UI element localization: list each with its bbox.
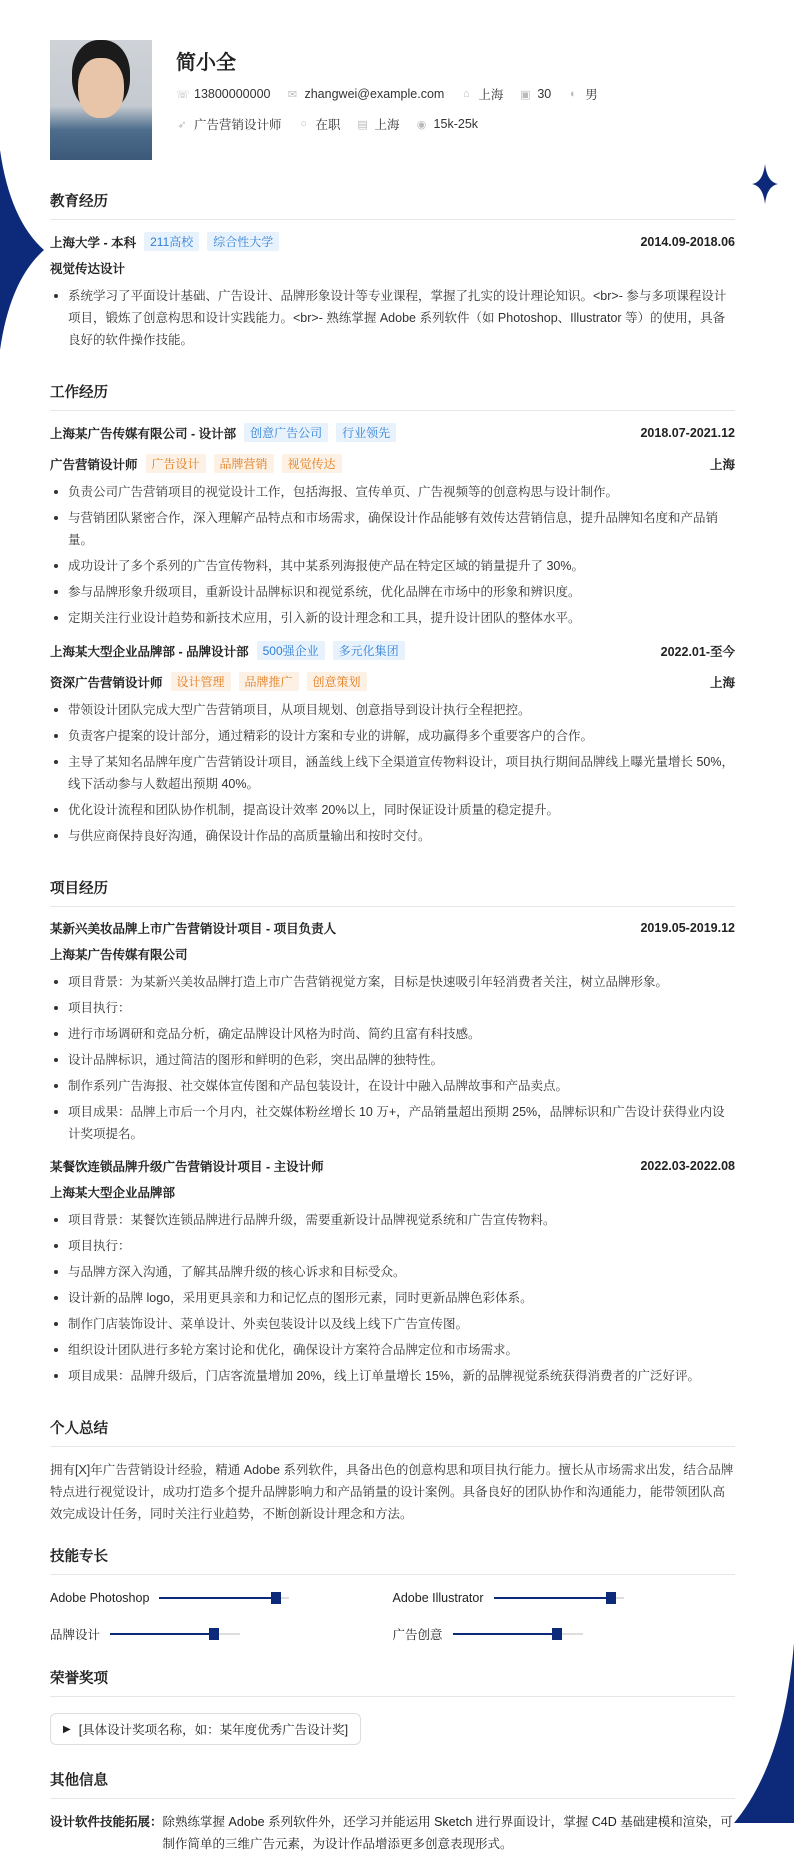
email-icon: ✉ [287, 88, 298, 101]
section-title: 荣誉奖项 [50, 1667, 735, 1697]
project-org: 上海某大型企业品牌部 [50, 1186, 176, 1200]
list-item: 系统学习了平面设计基础、广告设计、品牌形象设计等专业课程，掌握了扎实的设计理论知识。<br>- 参与多项课程设计项目，锻炼了创意构思和设计实践能力。<br>- 熟练掌握 Adobe 系列软件（如 Photoshop、Illustrator 等）的使用，具备良好的软件操作技能。 [50, 285, 735, 351]
list-item: 设计新的品牌 logo，采用更具亲和力和记忆点的图形元素，同时更新品牌色彩体系。 [50, 1287, 735, 1309]
tag: 创意策划 [307, 672, 367, 691]
project-org: 上海某广告传媒有限公司 [50, 948, 188, 962]
date: 2014.09-2018.06 [640, 234, 735, 249]
status-icon: ○ [300, 118, 307, 130]
tag: 行业领先 [336, 423, 396, 442]
age-icon: ▣ [520, 88, 531, 101]
education-section [50, 190, 735, 351]
age: 30 [537, 87, 552, 101]
list-item: 与品牌方深入沟通，了解其品牌升级的核心诉求和目标受众。 [50, 1261, 735, 1283]
list-item: 与营销团队紧密合作，深入理解产品特点和市场需求，确保设计作品能够有效传达营销信息，提升品牌知名度和产品销量。 [50, 507, 735, 551]
skill-level-thumb [209, 1628, 219, 1640]
candidate-name: 简小全 [176, 52, 236, 74]
role: 广告营销设计师 [50, 457, 138, 472]
skill-name: Adobe Photoshop [50, 1591, 150, 1605]
list-item: 带领设计团队完成大型广告营销项目，从项目规划、创意指导到设计执行全程把控。 [50, 699, 735, 721]
tag: 设计管理 [171, 672, 231, 691]
skill-level-slider[interactable] [110, 1633, 240, 1635]
tag: 创意广告公司 [244, 423, 328, 442]
gender: 男 [585, 88, 598, 102]
city: 上海 [709, 675, 735, 690]
tag: 211高校 [144, 232, 199, 251]
skill-level-slider[interactable] [159, 1597, 289, 1599]
resume-header [50, 40, 735, 160]
list-item: 设计品牌标识，通过简洁的图形和鲜明的色彩，突出品牌的独特性。 [50, 1049, 735, 1071]
salary-icon: ◉ [416, 118, 427, 131]
other-section [50, 1769, 735, 1855]
project-header [50, 1157, 735, 1175]
list-item: 项目执行： [50, 1235, 735, 1257]
list-item: 优化设计流程和团队协作机制，提高设计效率 20%以上，同时保证设计质量的稳定提升。 [50, 799, 735, 821]
decorative-curve-left [0, 150, 44, 350]
star-decoration-icon [752, 164, 778, 204]
skill-level-thumb [606, 1592, 616, 1604]
work-section [50, 381, 735, 847]
home-icon: ⌂ [463, 88, 470, 100]
target-city: 上海 [374, 118, 400, 132]
city: 上海 [709, 457, 735, 472]
skill-level-slider[interactable] [453, 1633, 583, 1635]
work-header [50, 641, 735, 660]
avatar [50, 40, 152, 160]
skill-name: 广告创意 [392, 1628, 443, 1642]
section-title: 项目经历 [50, 877, 735, 907]
work-title-group [50, 641, 405, 660]
email: zhangwei@example.com [304, 87, 445, 101]
tag: 视觉传达 [282, 454, 342, 473]
other-text: 除熟练掌握 Adobe 系列软件外，还学习并能运用 Sketch 进行界面设计，掌握 C4D 基础建模和渲染，可制作简单的三维广告元素，为设计作品增添更多创意表现形式。 [162, 1815, 733, 1851]
list-item: 项目执行： [50, 997, 735, 1019]
list-item: 进行市场调研和竞品分析，确定品牌设计风格为时尚、简约且富有科技感。 [50, 1023, 735, 1045]
list-item: 项目成果：品牌上市后一个月内，社交媒体粉丝增长 10 万+，产品销量超出预期 25%，品牌标识和广告设计获得业内设计奖项提名。 [50, 1101, 735, 1145]
awards-section [50, 1667, 735, 1745]
tag: 综合性大学 [207, 232, 279, 251]
section-title: 工作经历 [50, 381, 735, 411]
list-item: 主导了某知名品牌年度广告营销设计项目，涵盖线上线下全渠道宣传物料设计，项目执行期间品牌线上曝光量增长 50%，线下活动参与人数超出预期 40%。 [50, 751, 735, 795]
decorative-curve-bottom-right [734, 1643, 794, 1823]
date: 2022.03-2022.08 [640, 1159, 735, 1173]
list-item: 参与品牌形象升级项目，重新设计品牌标识和视觉系统，优化品牌在市场中的形象和辨识度。 [50, 581, 735, 603]
role-row [50, 454, 735, 473]
phone: 13800000000 [194, 87, 271, 101]
bullet-list [50, 481, 735, 629]
company: 上海某大型企业品牌部 - 品牌设计部 [50, 644, 249, 659]
award-item-toggle[interactable] [50, 1713, 361, 1745]
skill-item [50, 1591, 393, 1605]
other-label: 设计软件技能拓展： [50, 1815, 163, 1829]
summary-section [50, 1417, 735, 1525]
date: 2022.01-至今 [660, 644, 735, 659]
list-item: 项目成果：品牌升级后，门店客流量增加 20%，线上订单量增长 15%，新的品牌视觉系统获得消费者的广泛好评。 [50, 1365, 735, 1387]
work-title-group [50, 423, 396, 442]
list-item: 项目背景：某餐饮连锁品牌进行品牌升级，需要重新设计品牌视觉系统和广告宣传物料。 [50, 1209, 735, 1231]
skill-name: Adobe Illustrator [392, 1591, 484, 1605]
skill-item [393, 1625, 736, 1643]
triangle-right-icon: ▶ [63, 1723, 71, 1735]
building-icon: ▤ [357, 118, 368, 131]
list-item: 负责客户提案的设计部分，通过精彩的设计方案和专业的讲解，成功赢得多个重要客户的合作。 [50, 725, 735, 747]
summary-text: 拥有[X]年广告营销设计经验，精通 Adobe 系列软件，具备出色的创意构思和项目执行能力。擅长从市场需求出发，结合品牌特点进行视觉设计，成功打造多个提升品牌影响力和产品销量的设计案例。具备良好的团队协作和沟通能力，能带领团队高效完成设计任务，同时关注行业趋势，不断创新设计理念和方法。 [50, 1463, 734, 1521]
position: 广告营销设计师 [194, 118, 282, 132]
school: 上海大学 - 本科 [50, 235, 137, 250]
section-title: 个人总结 [50, 1417, 735, 1447]
skill-level-fill [110, 1633, 214, 1635]
send-icon: ➶ [177, 118, 187, 131]
role-group [50, 672, 367, 691]
projects-section [50, 877, 735, 1387]
salary: 15k-25k [433, 117, 479, 131]
list-item: 组织设计团队进行多轮方案讨论和优化，确保设计方案符合品牌定位和市场需求。 [50, 1339, 735, 1361]
skills-section [50, 1545, 735, 1643]
phone-icon: ☏ [176, 88, 190, 101]
role-group [50, 454, 342, 473]
list-item: 定期关注行业设计趋势和新技术应用，引入新的设计理念和工具，提升设计团队的整体水平。 [50, 607, 735, 629]
role: 资深广告营销设计师 [50, 675, 163, 690]
city: 上海 [478, 88, 504, 102]
tag: 500强企业 [257, 641, 325, 660]
date: 2019.05-2019.12 [640, 921, 735, 935]
skill-level-fill [453, 1633, 557, 1635]
project-title: 某餐饮连锁品牌升级广告营销设计项目 - 主设计师 [50, 1160, 324, 1174]
company: 上海某广告传媒有限公司 - 设计部 [50, 426, 237, 441]
skill-level-thumb [271, 1592, 281, 1604]
tag: 品牌营销 [214, 454, 274, 473]
skill-level-slider[interactable] [494, 1597, 624, 1599]
gender-icon: ◐ [569, 88, 577, 100]
section-title: 技能专长 [50, 1545, 735, 1575]
skill-name: 品牌设计 [50, 1628, 101, 1642]
bullet-list [50, 699, 735, 847]
list-item: 制作门店装饰设计、菜单设计、外卖包装设计以及线上线下广告宣传图。 [50, 1313, 735, 1335]
work-header [50, 423, 735, 442]
status: 在职 [315, 118, 341, 132]
award-name: [具体设计奖项名称，如：某年度优秀广告设计奖] [78, 1723, 349, 1737]
section-title: 教育经历 [50, 190, 735, 220]
skill-level-fill [159, 1597, 276, 1599]
skill-item [50, 1625, 393, 1643]
list-item: 项目背景：为某新兴美妆品牌打造上市广告营销视觉方案，目标是快速吸引年轻消费者关注，树立品牌形象。 [50, 971, 735, 993]
section-title: 其他信息 [50, 1769, 735, 1799]
bullet-list [50, 971, 735, 1145]
list-item: 成功设计了多个系列的广告宣传物料，其中某系列海报使产品在特定区域的销量提升了 30%。 [50, 555, 735, 577]
tag: 品牌推广 [239, 672, 299, 691]
skill-item [393, 1591, 736, 1605]
skill-level-thumb [552, 1628, 562, 1640]
project-header [50, 919, 735, 937]
list-item: 制作系列广告海报、社交媒体宣传图和产品包装设计，在设计中融入品牌故事和产品卖点。 [50, 1075, 735, 1097]
project-title: 某新兴美妆品牌上市广告营销设计项目 - 项目负责人 [50, 922, 337, 936]
bullet-list [50, 1209, 735, 1387]
list-item: 与供应商保持良好沟通，确保设计作品的高质量输出和按时交付。 [50, 825, 735, 847]
list-item: 负责公司广告营销项目的视觉设计工作，包括海报、宣传单页、广告视频等的创意构思与设计制作。 [50, 481, 735, 503]
tag: 广告设计 [146, 454, 206, 473]
skill-level-fill [494, 1597, 611, 1599]
date: 2018.07-2021.12 [640, 425, 735, 440]
tag: 多元化集团 [333, 641, 405, 660]
major: 视觉传达设计 [50, 262, 126, 276]
role-row [50, 672, 735, 691]
